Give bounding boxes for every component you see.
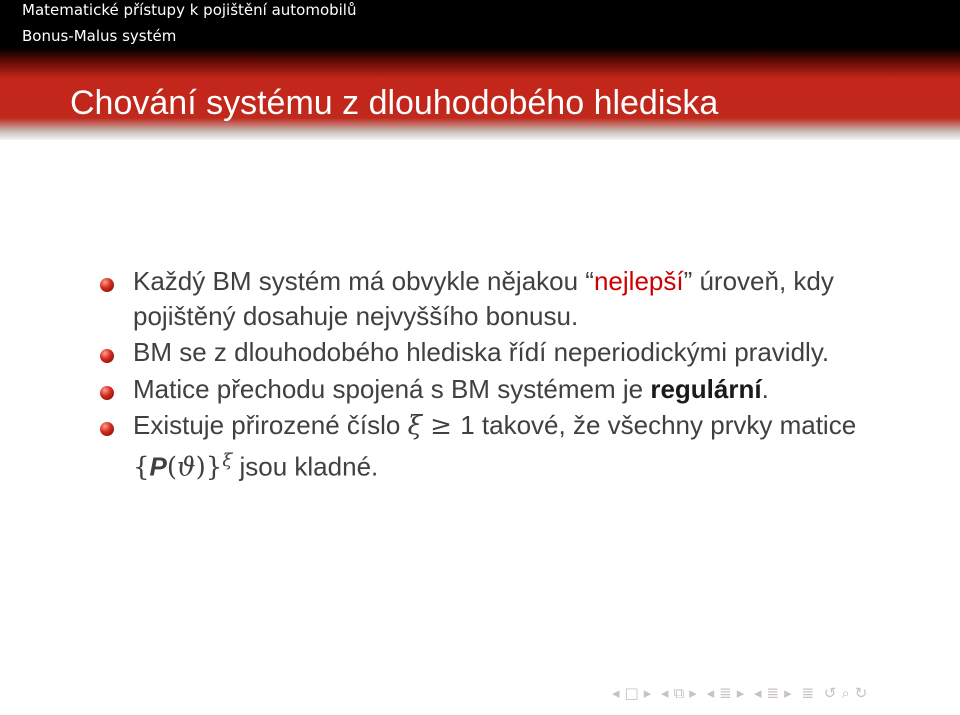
item-text: Matice přechodu spojená s BM systémem je <box>133 373 651 404</box>
next-part-icon[interactable]: ▸ <box>784 684 792 702</box>
math-superscript-xi: ξ <box>222 449 233 471</box>
forward-icon[interactable]: ↻ <box>854 684 868 702</box>
math-xi: ξ <box>407 411 422 441</box>
math-lbrace: { <box>133 452 150 483</box>
item-text: . <box>761 373 769 404</box>
next-section-icon[interactable]: ▸ <box>736 684 745 702</box>
next-subsection-icon[interactable]: ▸ <box>689 684 697 702</box>
part-icon[interactable]: ≣ <box>766 684 780 702</box>
emphasis-text: regulární <box>650 373 762 404</box>
math-lparen: ( <box>166 452 178 483</box>
bullet-ball-icon <box>100 349 114 363</box>
prev-section-icon[interactable]: ◂ <box>706 684 715 702</box>
bullet-ball-icon <box>100 278 114 292</box>
item-text: Každý BM systém má obvykle nějakou “ <box>133 266 594 296</box>
presentation-title[interactable]: Matematické přístupy k pojištění automobilů <box>22 1 357 19</box>
frame-title-bar <box>0 48 960 140</box>
list-item <box>100 408 930 485</box>
item-text: BM se z dlouhodobého hlediska řídí neperiodickými pravidly. <box>133 337 830 367</box>
item-text: 1 takové, že všechny prvky matice <box>460 410 857 440</box>
list-item <box>100 335 930 370</box>
headline-bar <box>0 0 960 48</box>
frame-title: Chování systému z dlouhodobého hlediska <box>70 84 719 122</box>
document-icon[interactable]: ≣ <box>801 684 815 702</box>
math-geq: ≥ <box>421 411 461 441</box>
math-rbrace: } <box>205 452 223 483</box>
item-text: jsou kladné. <box>232 451 379 482</box>
prev-subsection-icon[interactable]: ◂ <box>661 684 669 702</box>
section-icon[interactable]: ≣ <box>719 684 732 702</box>
navigation-symbols <box>612 684 872 714</box>
bullet-ball-icon <box>100 422 114 436</box>
next-frame-icon[interactable]: ▸ <box>643 684 652 702</box>
math-rparen: ) <box>195 452 206 483</box>
search-icon[interactable]: ⌕ <box>841 684 850 702</box>
prev-frame-icon[interactable]: ◂ <box>612 684 620 702</box>
back-icon[interactable]: ↺ <box>823 684 837 702</box>
item-text: ” úroveň, kdy pojištěný dosahuje nejvyššího bonusu. <box>133 266 834 331</box>
section-title[interactable]: Bonus-Malus systém <box>22 27 177 45</box>
subsection-icon[interactable]: ⧉ <box>673 684 685 702</box>
slide-content <box>100 264 930 485</box>
alert-text: nejlepší <box>593 266 684 296</box>
math-vartheta: ϑ <box>177 452 196 483</box>
math-matrix-p: P <box>149 451 167 482</box>
frame-icon[interactable]: □ <box>624 684 639 702</box>
bullet-ball-icon <box>100 386 114 400</box>
list-item <box>100 264 930 333</box>
item-text: Existuje přirozené číslo <box>133 410 408 440</box>
prev-part-icon[interactable]: ◂ <box>754 684 762 702</box>
list-item <box>100 372 930 407</box>
